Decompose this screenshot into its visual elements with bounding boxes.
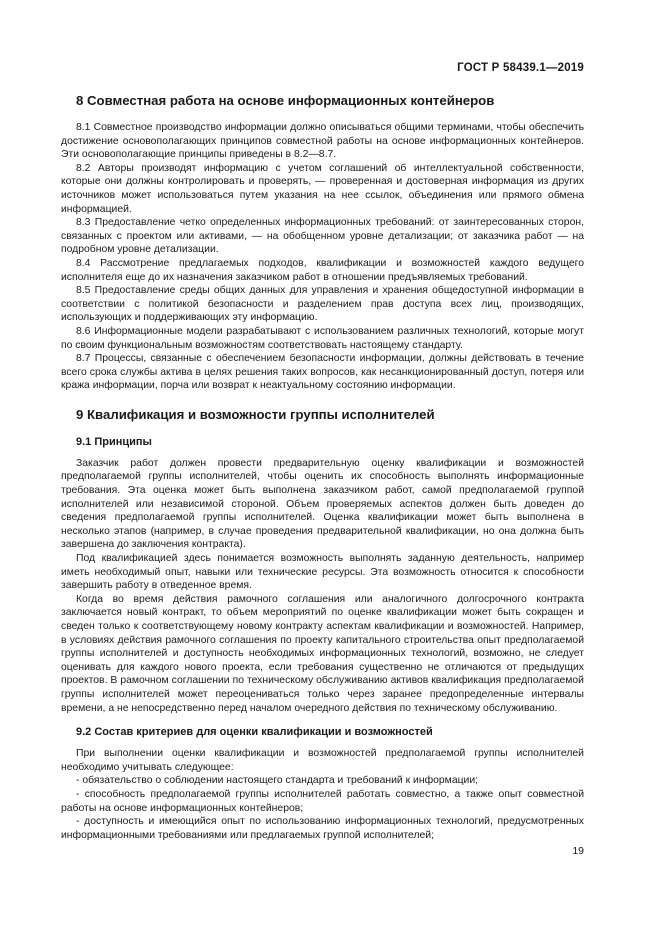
paragraph-8-4: 8.4 Рассмотрение предлагаемых подходов, квалификации и возможностей каждого ведущего исполнителя еще до их назначения заказчиком работ в отношении предъявляемых требований.: [61, 257, 584, 283]
document-code: ГОСТ Р 58439.1—2019: [457, 62, 584, 74]
section-9-heading: 9 Квалификация и возможности группы исполнителей: [76, 406, 435, 422]
paragraph-8-1: 8.1 Совместное производство информации должно описываться общими терминами, чтобы обеспечить достижение основополагающих принципов совместной работы на основе информационных контейнеров. Эти основополагающие принципы приведены в 8.2—8.7.: [61, 122, 584, 161]
section-gap: [61, 393, 584, 407]
list-item-9-2-1: - обязательство о соблюдении настоящего стандарта и требований к информации;: [76, 775, 479, 787]
subsection-9-2-body: [61, 747, 584, 842]
list-item-9-2-3: - доступность и имеющийся опыт по использованию информационных технологий, предусмотренных информационными требованиями или предлагаемых группой исполнителей;: [61, 816, 584, 841]
subsection-9-2-heading: 9.2 Состав критериев для оценки квалификации и возможностей: [76, 726, 433, 739]
section-8-heading: 8 Совместная работа на основе информационных контейнеров: [76, 93, 495, 108]
subsection-gap: [61, 715, 584, 725]
paragraph-8-6: 8.6 Информационные модели разрабатывают с использованием различных технологий, которые могут по своим функциональным возможностям соответствовать настоящему стандарту.: [61, 325, 584, 351]
paragraph-9-1-a: Заказчик работ должен провести предварительную оценку квалификации и возможностей предполагаемой группы исполнителей, чтобы оценить их способность выполнять информационные требования. Эта оценка может быть выполнена заказчиком работ, самой предполагаемой группой исполнителей или независимой стороной. Объем проверяемых аспектов должен быть доведен до сведения предполагаемой группы исполнителей. Оценка квалификации может быть выполнена в несколько этапов (например, в случае проведения предварительной квалификации, но она должна быть завершена до заключения контракта).: [61, 457, 584, 551]
page-content: [61, 93, 584, 842]
subsection-9-1-heading: 9.1 Принципы: [76, 435, 152, 448]
list-item-9-2-2: - способность предполагаемой группы исполнителей работать совместно, а также опыт совместной работы на основе информационных контейнеров;: [61, 788, 584, 814]
paragraph-8-2: 8.2 Авторы производят информацию с учетом соглашений об интеллектуальной собственности, которые они должны контролировать и проверять, — проверенная и достоверная информация из других источников может использоваться путем указания на нее ссылок, объединения или прямого обмена информацией.: [61, 162, 584, 215]
paragraph-9-1-b: Под квалификацией здесь понимается возможность выполнять заданную деятельность, например иметь необходимый опыт, навыки или технические ресурсы. Эта возможность относится к способности завершить работу в отведенное время.: [61, 553, 584, 592]
paragraph-9-2-intro: При выполнении оценки квалификации и возможностей предполагаемой группы исполнителей необходимо учитывать следующее:: [61, 748, 584, 773]
paragraph-8-3: 8.3 Предоставление четко определенных информационных требований: от заинтересованных сторон, связанных с проектом или активами, — на обобщенном уровне детализации; от заказчика работ — на подробном уровне детализации.: [61, 217, 584, 256]
paragraph-8-7: 8.7 Процессы, связанные с обеспечением безопасности информации, должны действовать в течение всего срока службы актива в целях решения таких вопросов, как несанкционированный доступ, потеря или кража информации, порча или возврат к неактуальному состоянию информации.: [61, 353, 584, 392]
paragraph-8-5: 8.5 Предоставление среды общих данных для управления и хранения общедоступной информации в соответствии с политикой безопасности и разделением прав доступа всех лиц, производящих, использующих и поддерживающих эту информацию.: [61, 285, 584, 324]
page-number: 19: [572, 845, 584, 857]
paragraph-9-1-c: Когда во время действия рамочного соглашения или аналогичного долгосрочного контракта заключается новый контракт, то объем мероприятий по оценке квалификации может быть сокращен и сведен только к соответствующему новому контракту аспектам квалификации и возможностей. Например, в условиях действия рамочного соглашения по проекту капитального строительства опыт предполагаемой группы исполнителей и доступность необходимых информационных технологий, возможно, не следует оценивать для каждого нового проекта, если требования существенно не отличаются от предыдущих проектов. В рамочном соглашении по техническому обслуживанию активов квалификация предполагаемой группы исполнителей может переоцениваться только через заранее предопределенные интервалы времени, а не непосредственно перед началом очередного действия по техническому обслуживанию.: [61, 593, 584, 714]
section-8-body: [61, 121, 584, 393]
subsection-9-1-body: [61, 457, 584, 715]
